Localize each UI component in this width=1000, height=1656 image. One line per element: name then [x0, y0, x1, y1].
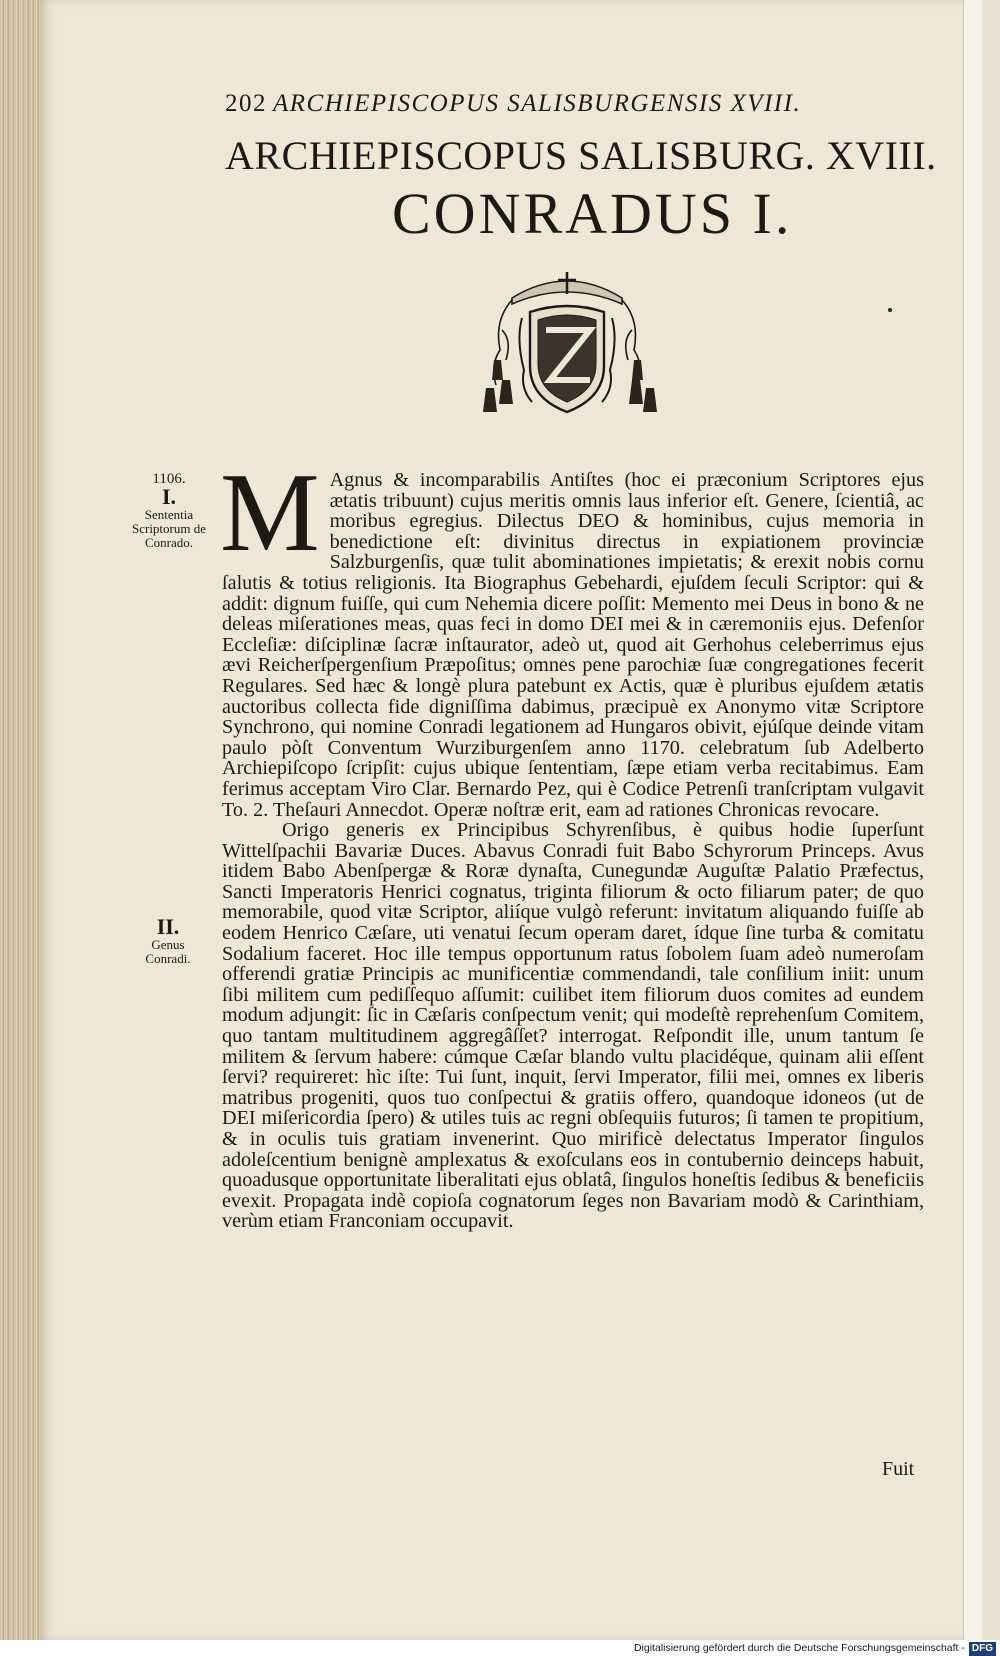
paragraph-1	[220, 451, 924, 821]
page-right-margin	[963, 0, 982, 1640]
digitization-footer	[0, 1640, 1000, 1656]
dfg-logo-icon: DFG	[969, 1642, 996, 1656]
body-text	[220, 451, 924, 1233]
paragraph-2: Origo generis ex Principibus Schyrenſibus, è quibus hodie ſuperſunt Wittelſpachii Bavariæ Duces. Abavus Conradi fuit Babo Schyrorum Princeps. Avus itidem Babo Abenſpergæ & Roræ dynaſta, Cunegundæ Auguſtæ Palatio Præfectus, Sancti Imperatoris Henrici cognatus, triginta filiorum & octo filiarum pater; de quo memorabile, quod vitæ Scriptor, aliíque vulgò referunt: invitatum aliquando fuiſſe ab eodem Henrico Cæſare, uti venatui ſecum operam daret, ídque ſine turba & comitatu Sodalium faceret. Hoc ille tempus opportunum ratus ſobolem ſuam adeò numeroſam offerendi gratiæ Principis ac munificentiæ commendandi, tale conſilium iniit: unum ſibi militem cum pediſſequo aſſumit: cuilibet item filiorum duos comites ad eundem modum adjungit: ſic in Cæſaris conſpectum venit; qui modeſtè reprehenſum Comitem, quo tantam multitudinem aggregâſſet? interrogat. Reſpondit ille, unum tantum ſe militem & ſervum habere: cúmque Cæſar blando vultu placidéque, quinam alii eſſent ſervi? requireret: hìc iſte: Tui ſunt, inquit, ſervi Imperator, filii mei, omnes ex liberis matribus progeniti, quos tuo conſpectui & gratiis offero, quandoque idoneos (ut de DEI miſericordia ſpero) & utiles tuis ac regni obſequiis futuros; ſi tamen te propitium, & in oculis tuis gratiam invenerint. Quo mirificè delectatus Imperator ſingulos adoleſcentium benignè amplexatus & exoſculans eos in contubernio deinceps habuit, quoadusque opportunitate liberalitati ejus oblatâ, ſingulos honeſtis ſedibus & beneficiis evexit. Propagata indè copioſa cognatorum ſeges non Bavariam modò & Carinthiam, verùm etiam Franconiam occupavit.	[222, 819, 924, 1233]
margin-note-text: Sententia Scriptorum de Conrado.	[131, 507, 206, 550]
margin-note-number: II.	[156, 914, 180, 939]
running-head	[225, 90, 905, 118]
book-page-edges	[0, 0, 41, 1640]
drop-cap: M	[220, 451, 320, 575]
margin-note-2	[128, 916, 208, 966]
chapter-subject-name: CONRADUS I.	[392, 181, 793, 246]
catchword: Fuit	[882, 1458, 915, 1480]
margin-note-number: I.	[161, 484, 177, 509]
paragraph-1-text: Agnus & incomparabilis Antiſtes (hoc ei præconium Scriptores ejus ætatis tribuunt) cujus meritis omnis laus inferior eſt. Genere, ſcientiâ, ac moribus egregius. Dilectus DEO & hominibus, cujus memoria in benedictione eſt: divinitus directus in expiationem provinciæ Salzburgenſis, quæ tulit abominationes impietatis; & erexit nobis cornu ſalutis & totius religionis. Ita Biographus Gebehardi, ejuſdem ſeculi Scriptor: qui & addit: dignum fuiſſe, qui cum Nehemia dicere poſſit: Memento mei Deus in bono & ne deleas miſerationes meas, quas feci in domo DEI mei & in cæremoniis ejus. Defenſor Eccleſiæ: diſciplinæ ſacræ inſtaurator, adeò ut, quod ait Gerhohus celeberrimus ejus ævi Reicherſpergenſium Præpoſitus; omnes pene parochiæ ſuæ congregationes fecerit Regulares. Sed hæc & longè plura patebunt ex Actis, quæ è pluribus ejuſdem ætatis auctoribus collecta fide digniſſima dabimus, præcipuè ex Anonymo vitæ Scriptore Synchrono, qui nomine Conradi legationem ad Hungaros obivit, ejúſque deinde vitam paulo pòſt Conventum Wurziburgenſem anno 1170. celebratum ſub Adelberto Archiepiſcopo ſcripſit: cujus ubique ſententiam, ſæpe etiam verba recitabimus. Eam ferimus acceptam Viro Clar. Bernardo Pez, qui è Codice Petrenſi tranſcriptam vulgavit To. 2. Theſauri Annecdot. Operæ noſtræ erit, eam ad rationes Chronicas revocare.	[222, 469, 924, 821]
running-title: ARCHIEPISCOPUS SALISBURGENSIS XVIII.	[273, 90, 802, 117]
footer-text: Digitalisierung gefördert durch die Deutsche Forschungsgemeinschaft -	[633, 1642, 965, 1654]
coat-of-arms-icon	[472, 270, 662, 420]
ink-speck	[888, 308, 892, 312]
margin-note-year: 1106.	[152, 471, 186, 487]
margin-note-1	[128, 472, 210, 550]
margin-note-text: Genus Conradi.	[145, 937, 191, 966]
page-number: 202	[225, 90, 267, 117]
chapter-title: ARCHIEPISCOPUS SALISBURG. XVIII.	[225, 133, 937, 178]
